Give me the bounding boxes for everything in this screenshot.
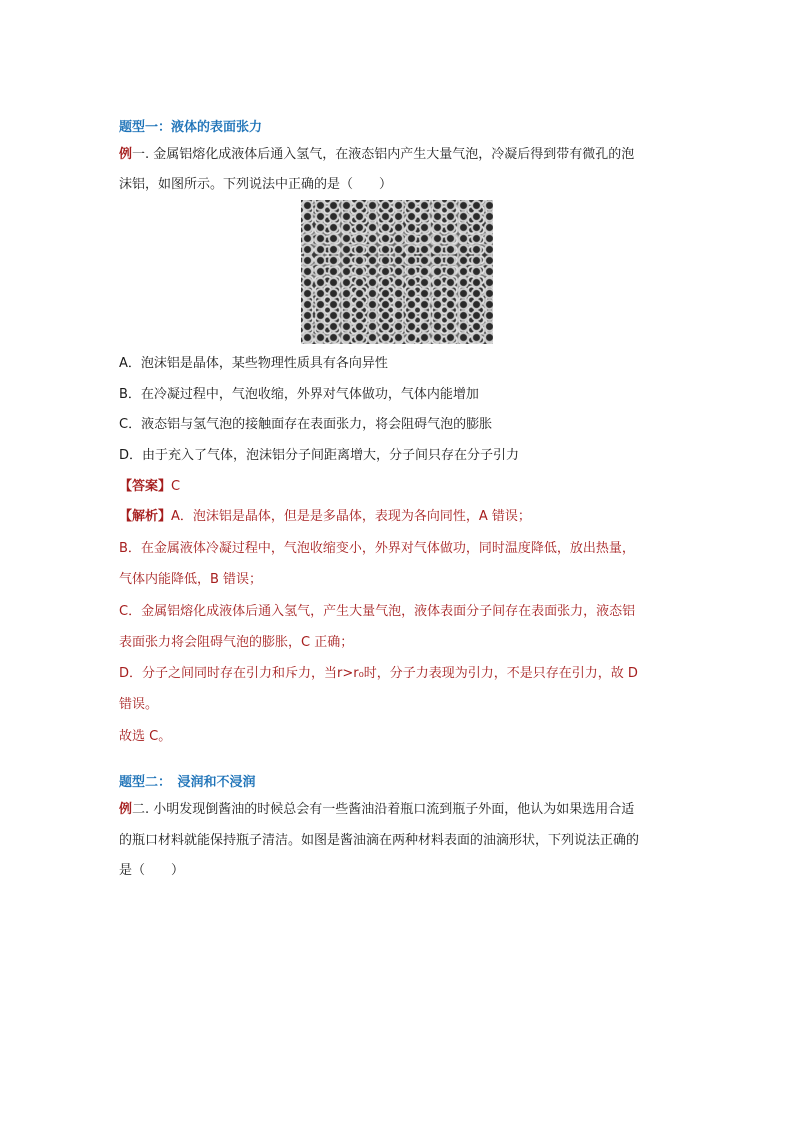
option-a: A．泡沫铝是晶体，某些物理性质具有各向异性 — [119, 356, 388, 371]
example2-line1 — [119, 801, 634, 819]
analysis-line-1 — [119, 508, 531, 526]
option-d: D．由于充入了气体，泡沫铝分子间距离增大，分子间只存在分子引力 — [119, 448, 520, 463]
analysis-line-6: D．分子之间同时存在引力和斥力，当r>r₀时，分子力表现为引力，不是只存在引力，故 D — [119, 666, 638, 681]
analysis-line-2: B．在金属液体冷凝过程中，气泡收缩变小，外界对气体做功，同时温度降低，放出热量， — [119, 541, 635, 556]
answer-value: C — [171, 479, 181, 494]
example2-line2: 的瓶口材料就能保持瓶子清洁。如图是酱油滴在两种材料表面的油滴形状，下列说法正确的 — [119, 833, 640, 848]
section2-heading: 题型二： 浸润和不浸润 — [119, 775, 256, 790]
example1-line1 — [119, 146, 634, 164]
example2-text1: 二. 小明发现倒酱油的时候总会有一些酱油沿着瓶口流到瓶子外面，他认为如果选用合适 — [132, 802, 635, 817]
conclusion-line: 故选 C。 — [119, 729, 172, 744]
example2-line3: 是（ ） — [119, 863, 185, 878]
analysis-label: 【解析】 — [119, 509, 172, 524]
example1-text1: 一. 金属铝熔化成液体后通入氢气，在液态铝内产生大量气泡，冷凝后得到带有微孔的泡 — [132, 147, 635, 162]
option-c: C．液态铝与氢气泡的接触面存在表面张力，将会阻碍气泡的膨胀 — [119, 417, 493, 432]
foam-aluminum-image — [301, 200, 493, 344]
example2-label: 例 — [119, 802, 133, 817]
example1-label: 例 — [119, 147, 133, 162]
example1-line2: 沫铝，如图所示。下列说法中正确的是（ ） — [119, 177, 393, 192]
analysis-line-3: 气体内能降低，B 错误； — [119, 572, 263, 587]
section1-heading: 题型一：液体的表面张力 — [119, 120, 263, 135]
analysis-text-1: A．泡沫铝是晶体，但是是多晶体，表现为各向同性，A 错误； — [171, 509, 531, 524]
analysis-line-5: 表面张力将会阻碍气泡的膨胀，C 正确； — [119, 635, 354, 650]
answer-line — [119, 478, 180, 496]
option-b: B．在冷凝过程中，气泡收缩，外界对气体做功，气体内能增加 — [119, 387, 479, 402]
answer-label: 【答案】 — [119, 479, 172, 494]
analysis-line-4: C．金属铝熔化成液体后通入氢气，产生大量气泡，液体表面分子间存在表面张力，液态铝 — [119, 604, 636, 619]
analysis-line-7: 错误。 — [119, 697, 159, 712]
